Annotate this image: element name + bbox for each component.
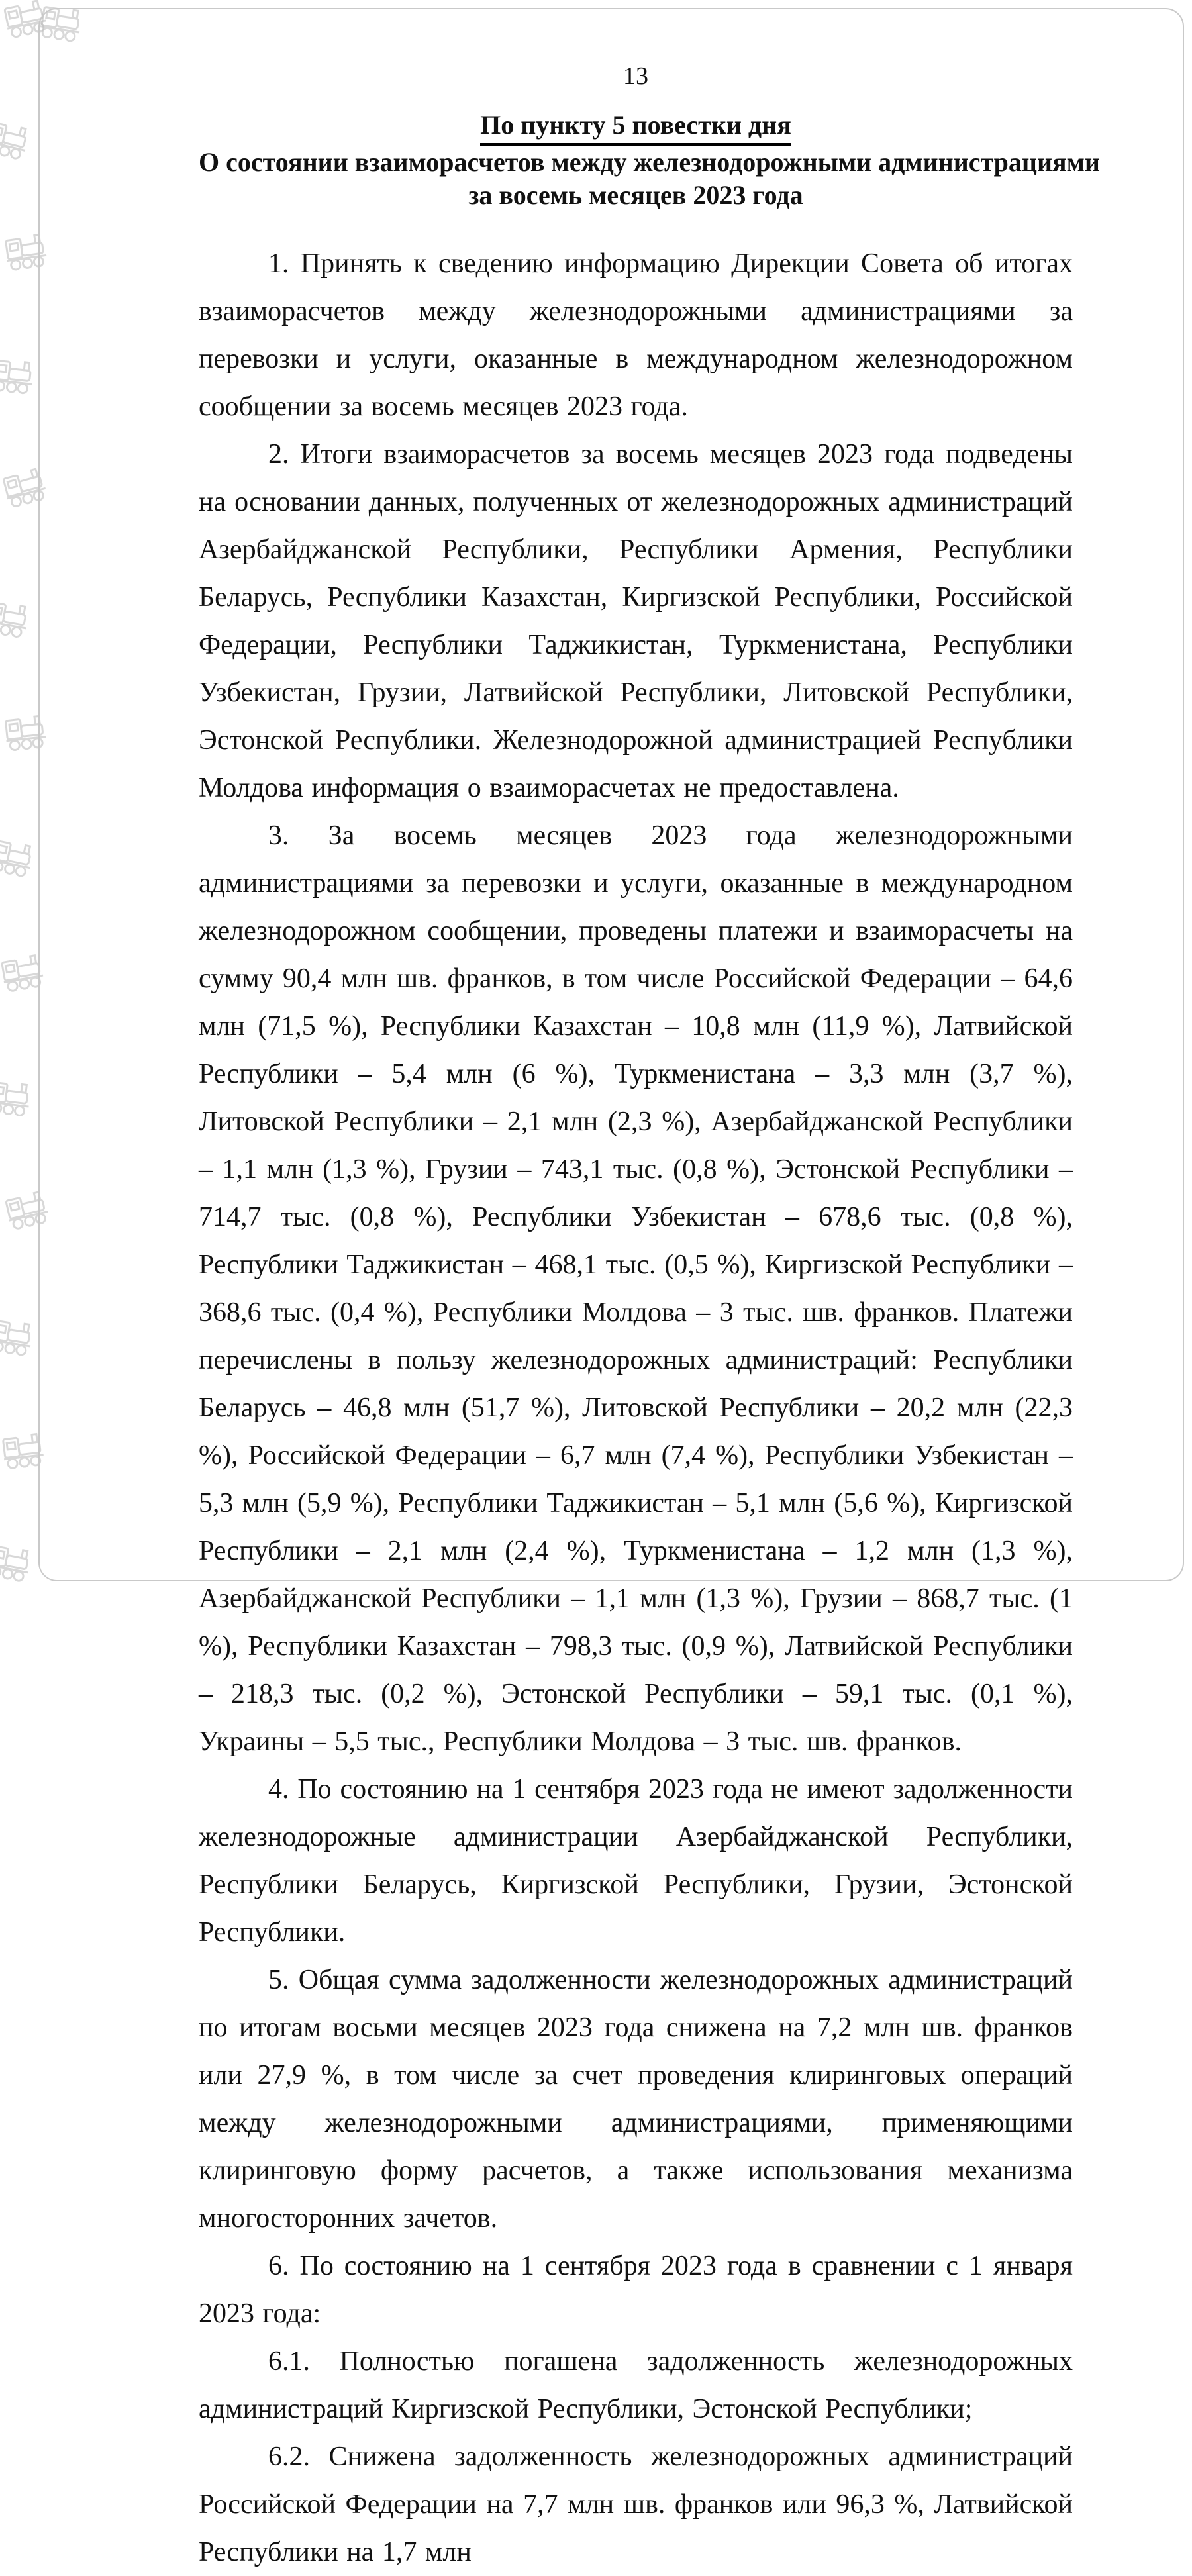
paragraph-6-2: 6.2. Снижена задолженность железнодорожных администраций Российской Федерации на 7,7 млн шв. франков или 96,3 %, Латвийской Республики на 1,7 млн xyxy=(199,2442,1073,2567)
paragraph-6-1: 6.1. Полностью погашена задолженность железнодорожных администраций Киргизской Республики, Эстонской Республики; xyxy=(199,2346,1073,2424)
paragraph-4: 4. По состоянию на 1 сентября 2023 года не имеют задолженности железнодорожные администрации Азербайджанской Республики, Республики Беларусь, Киргизской Республики, Грузии, Эстонской Республики. xyxy=(199,1774,1073,1948)
agenda-item-title: По пункту 5 повестки дня xyxy=(199,109,1073,146)
page-number: 13 xyxy=(623,62,648,90)
document-title-line-2: за восемь месяцев 2023 года xyxy=(468,180,803,210)
train-stamp-icon xyxy=(0,0,93,1589)
page-content xyxy=(199,61,1100,2576)
paragraph-3: 3. За восемь месяцев 2023 года железнодорожными администрациями за перевозки и услуги, оказанные в международном железнодорожном сообщении, проведены платежи и взаиморасчеты на сумму 90,4 млн шв. франков, в том числе Российской Федерации – 64,6 млн (71,5 %), Республики Казахстан – 10,8 млн (11,9 %), Латвийской Республики – 5,4 млн (6 %), Туркменистана – 3,3 млн (3,7 %), Литовской Республики – 2,1 млн (2,3 %), Азербайджанской Республики – 1,1 млн (1,3 %), Грузии – 743,1 тыс. (0,8 %), Эстонской Республики – 714,7 тыс. (0,8 %), Республики Узбекистан – 678,6 тыс. (0,8 %), Республики Таджикистан – 468,1 тыс. (0,5 %), Киргизской Республики – 368,6 тыс. (0,4 %), Республики Молдова – 3 тыс. шв. франков. Платежи перечислены в пользу железнодорожных администраций: Республики Беларусь – 46,8 млн (51,7 %), Литовской Республики – 20,2 млн (22,3 %), Российской Федерации – 6,7 млн (7,4 %), Республики Узбекистан – 5,3 млн (5,9 %), Республики Таджикистан – 5,1 млн (5,6 %), Киргизской Республики – 2,1 млн (2,4 %), Туркменистана – 1,2 млн (1,3 %), Азербайджанской Республики – 1,1 млн (1,3 %), Грузии – 868,7 тыс. (1 %), Республики Казахстан – 798,3 тыс. (0,9 %), Латвийской Республики – 218,3 тыс. (0,2 %), Эстонской Республики – 59,1 тыс. (0,1 %), Украины – 5,5 тыс., Республики Молдова – 3 тыс. шв. франков. xyxy=(199,820,1073,1757)
paragraph-5: 5. Общая сумма задолженности железнодорожных администраций по итогам восьми месяцев 2023 года снижена на 7,2 млн шв. франков или 27,9 %, в том числе за счет проведения клиринговых операций между железнодорожными администрациями, применяющими клиринговую форму расчетов, а также использования механизма многосторонних зачетов. xyxy=(199,1965,1073,2234)
document-body xyxy=(199,240,1073,2576)
document-heading xyxy=(199,109,1100,212)
paragraph-6: 6. По состоянию на 1 сентября 2023 года в сравнении с 1 января 2023 года: xyxy=(199,2251,1073,2329)
paragraph-2: 2. Итоги взаиморасчетов за восемь месяцев 2023 года подведены на основании данных, полученных от железнодорожных администраций Азербайджанской Республики, Республики Армения, Республики Беларусь, Республики Казахстан, Киргизской Республики, Российской Федерации, Республики Таджикистан, Туркменистана, Республики Узбекистан, Грузии, Латвийской Республики, Литовской Республики, Эстонской Республики. Железнодорожной администрацией Республики Молдова информация о взаиморасчетах не предоставлена. xyxy=(199,439,1073,803)
document-title-line-1: О состоянии взаиморасчетов между железнодорожными администрациями xyxy=(199,147,1100,177)
paragraph-1: 1. Принять к сведению информацию Дирекции Совета об итогах взаиморасчетов между железнодорожными администрациями за перевозки и услуги, оказанные в международном железнодорожном сообщении за восемь месяцев 2023 года. xyxy=(199,248,1073,422)
watermark-strip xyxy=(0,0,93,1589)
